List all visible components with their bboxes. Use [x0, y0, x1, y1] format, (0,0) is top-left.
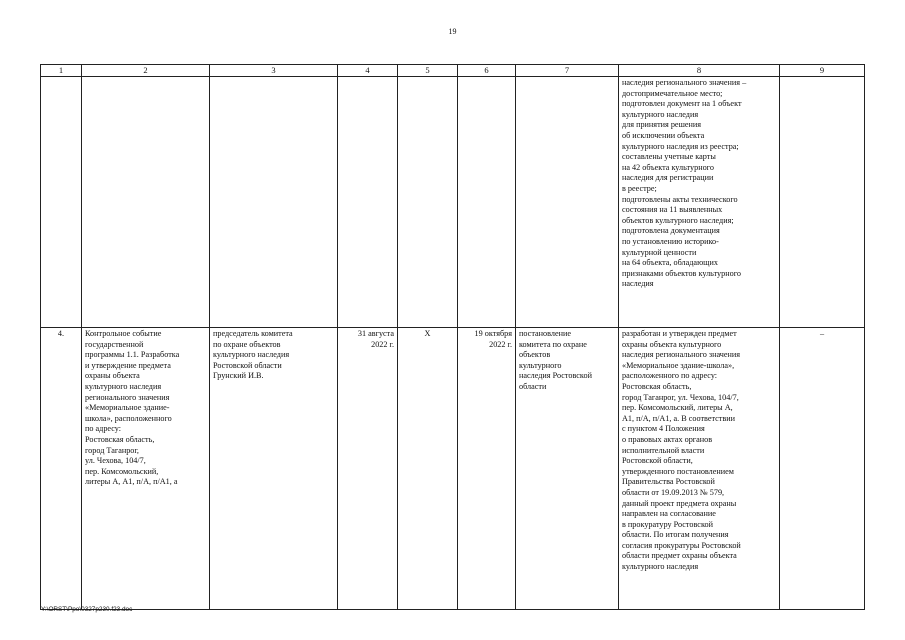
column-header-4: 4: [338, 65, 398, 77]
file-path-footer: Y:\ORST\Ppo\0327p230.f23.doc: [41, 606, 133, 613]
report-table: [40, 64, 865, 610]
column-header-3: 3: [210, 65, 338, 77]
continuation-row: [41, 77, 865, 328]
cell-empty: [516, 77, 619, 328]
column-header-8: 8: [619, 65, 780, 77]
cell-empty: [210, 77, 338, 328]
cell-results-continued: наследия регионального значения – достопримечательное место; подготовлен документ на 1 объект культурного наследия для принятия решения об исключении объекта культурного наследия из реестра; составлены учетные карты на 42 объекта культурного наследия для регистрации в реестре; подготовлены акты технического состояния на 11 выявленных объектов культурного наследия; подготовлена документация по установлению историко- культурной ценности на 64 объекта, обладающих признаками объектов культурного наследия: [619, 77, 780, 328]
table-row-4: [41, 328, 865, 610]
cell-event-name: Контрольное событие государственной программы 1.1. Разработка и утверждение предмета охраны объекта культурного наследия регионального значения «Мемориальное здание- школа», расположенного по адресу: Ростовская область, город Таганрог, ул. Чехова, 104/7, пер. Комсомольский, литеры А, А1, п/А, п/А1, а: [82, 328, 210, 610]
column-header-5: 5: [398, 65, 458, 77]
column-header-6: 6: [458, 65, 516, 77]
column-header-9: 9: [780, 65, 865, 77]
page-number: 19: [448, 27, 457, 36]
cell-empty: [780, 77, 865, 328]
cell-responsible: председатель комитета по охране объектов культурного наследия Ростовской области Грунский И.В.: [210, 328, 338, 610]
cell-empty: [338, 77, 398, 328]
cell-empty: [398, 77, 458, 328]
column-header-2: 2: [82, 65, 210, 77]
column-header-1: 1: [41, 65, 82, 77]
cell-document: постановление комитета по охране объектов культурного наследия Ростовской области: [516, 328, 619, 610]
cell-empty: [458, 77, 516, 328]
column-number-row: [41, 65, 865, 77]
cell-empty: [41, 77, 82, 328]
cell-results: разработан и утвержден предмет охраны объекта культурного наследия регионального значения «Мемориальное здание-школа», расположенного по адресу: Ростовская область, город Таганрог, ул. Чехова, 104/7, пер. Комсомольский, литеры А, А1, п/А, п/А1, а. В соответствии с пунктом 4 Положения о правовых актах органов исполнительной власти Ростовской области, утвержденного постановлением Правительства Ростовской области от 19.09.2013 № 579, данный проект предмета охраны направлен на согласование в прокуратуру Ростовской области. По итогам получения согласия прокуратуры Ростовской области предмет охраны объекта культурного наследия: [619, 328, 780, 610]
cell-row-number: 4.: [41, 328, 82, 610]
cell-planned-date: 31 августа 2022 г.: [338, 328, 398, 610]
cell-empty: [82, 77, 210, 328]
cell-marker: X: [398, 328, 458, 610]
cell-notes: –: [780, 328, 865, 610]
column-header-7: 7: [516, 65, 619, 77]
cell-actual-date: 19 октября 2022 г.: [458, 328, 516, 610]
